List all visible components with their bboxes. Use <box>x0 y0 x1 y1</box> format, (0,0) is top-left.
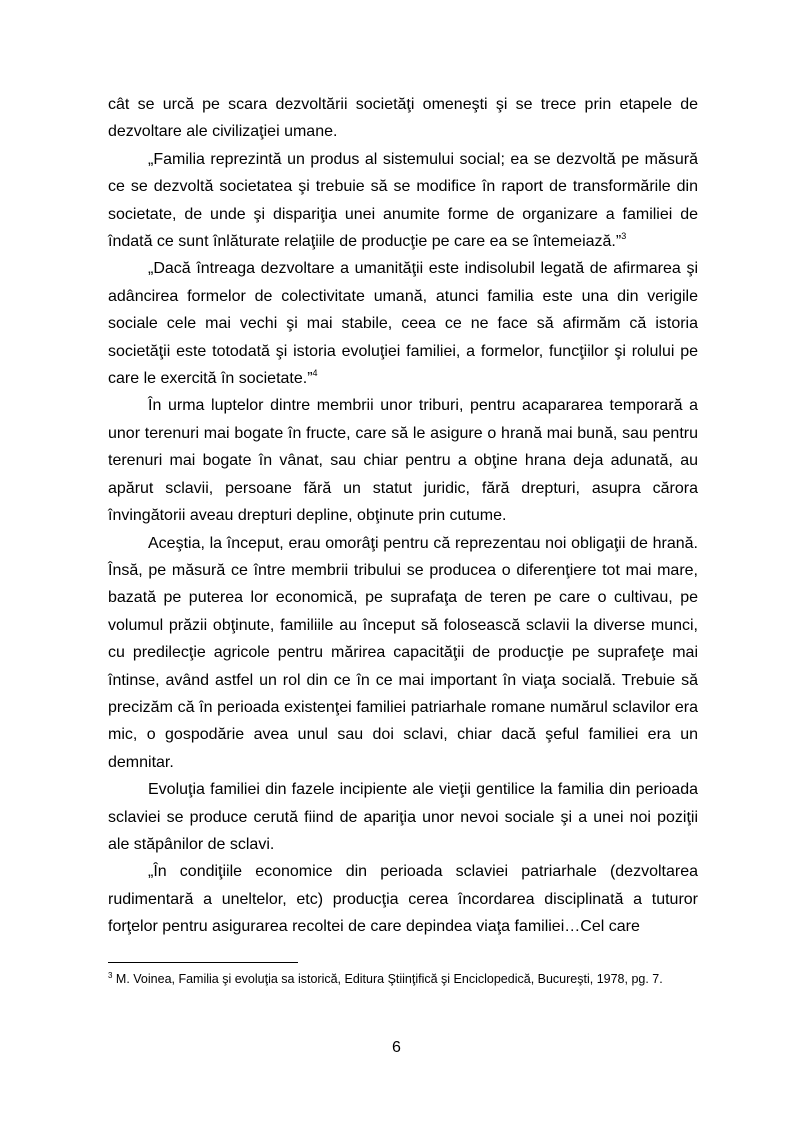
paragraph-quote-voinea-2 <box>108 255 698 392</box>
footnote-number: 3 <box>108 971 113 980</box>
page-number: 6 <box>392 1039 401 1056</box>
paragraph-text: Aceştia, la început, erau omorâţi pentru că reprezentau noi obligaţii de hrană. Însă, pe măsură ce între membrii tribului se producea o diferenţiere tot mai mare, bazată pe puterea lor economică, pe suprafaţa de teren pe care o cultivau, pe volumul prăzii obţinute, familiile au început să folosească sclavii la diverse munci, cu predilecţie agricole pentru mărirea capacităţii de producţie pe suprafeţe mai întinse, având astfel un rol din ce în ce mai important în viaţa socială. Trebuie să precizăm că în perioada existenţei familiei patriarhale romane numărul sclavilor era mic, o gospodărie avea unul sau doi sclavi, chiar dacă şeful familiei era un demnitar. <box>108 534 698 771</box>
footnote-divider <box>108 962 298 963</box>
footnote-text: M. Voinea, Familia şi evoluţia sa istorică, Editura Ştiinţifică şi Enciclopedică, Bucureşti, 1978, pg. 7. <box>112 972 663 986</box>
paragraph-text: „Familia reprezintă un produs al sistemului social; ea se dezvoltă pe măsură ce se dezvoltă societatea şi trebuie să se modifice în raport de transformările din societate, de unde şi dispariţia unei anumite forme de organizare a familiei de îndată ce sunt înlăturate relaţiile de producţie pe care ea se întemeiază.” <box>108 150 698 251</box>
paragraph-quote-patriarchal <box>108 858 698 940</box>
paragraph-text: Evoluţia familiei din fazele incipiente ale vieţii gentilice la familia din perioada sclaviei se produce cerută fiind de apariţia unor nevoi sociale şi a unei noi poziţii ale stăpânilor de sclavi. <box>108 781 698 853</box>
paragraph-text: „În condiţiile economice din perioada sclaviei patriarhale (dezvoltarea rudimentară a uneltelor, etc) producţia cerea încordarea disciplinată a tuturor forţelor pentru asigurarea recoltei de care depindea viaţa familiei…Cel care <box>108 863 698 936</box>
paragraph-family-evolution <box>108 776 698 858</box>
footnote-reference[interactable]: 3 <box>621 231 627 242</box>
paragraph-slaves-role <box>108 530 698 777</box>
footnote-reference[interactable]: 4 <box>312 368 318 379</box>
document-body <box>108 91 698 941</box>
paragraph-text: cât se urcă pe scara dezvoltării societăţi omeneşti şi se trece prin etapele de dezvoltare ale civilizaţiei umane. <box>108 96 698 141</box>
paragraph-slaves-origin <box>108 392 698 529</box>
footnote <box>108 971 698 987</box>
paragraph-text: „Dacă întreaga dezvoltare a umanităţii este indisolubil legată de afirmarea şi adâncirea formelor de colectivitate umană, atunci familia este una din verigile sociale cele mai vechi şi mai stabile, ceea ce ne face să afirmăm că istoria societăţii este totodată şi istoria evoluţiei familiei, a formelor, funcţiilor şi rolului pe care le exercită în societate.” <box>108 260 698 388</box>
paragraph-continuation <box>108 91 698 146</box>
paragraph-text: În urma luptelor dintre membrii unor triburi, pentru acapararea temporară a unor terenuri mai bogate în fructe, care să le asigure o hrană mai bună, sau pentru terenuri mai bogate în vânat, sau chiar pentru a obţine hrana deja adunată, au apărut sclavii, persoane fără un statut juridic, fără drepturi, asupra cărora învingătorii aveau drepturi depline, obţinute prin cutume. <box>108 397 698 525</box>
paragraph-quote-voinea-1 <box>108 146 698 256</box>
